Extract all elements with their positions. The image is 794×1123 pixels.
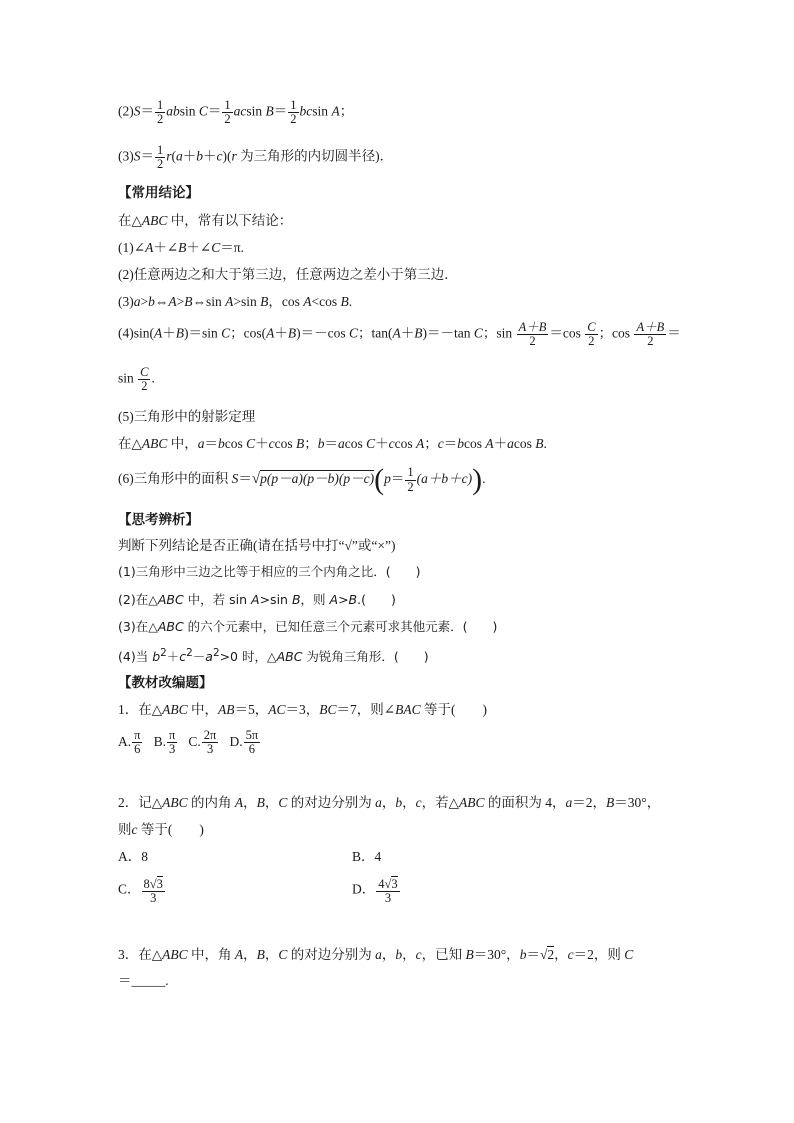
area-formula-2: (2)S＝ $\frac{1}{2}$ absin C＝ $\frac{1}{2}$ acsin B＝ $\frac{1}{2}$ bcsin A；	[118, 98, 354, 127]
think-item-4: (4)当 $b^2+c^2-a^2>0$ 时，△ABC 为锐角三角形．( )	[118, 647, 429, 665]
think-item-1: (1)三角形中三边之比等于相应的三个内角之比．( )	[118, 564, 421, 579]
option-a: A. $\frac{\pi}{6}$	[118, 728, 141, 757]
q2-option-a: A．8	[118, 849, 148, 864]
q2-option-b: B．4	[352, 849, 382, 864]
option-b: B. $\frac{\pi}{3}$	[153, 728, 176, 757]
conclusion-4-cont: sin $\frac{C}{2}$ .	[118, 365, 155, 394]
area-formula-3: (3)S＝ $\frac{1}{2}$ r(a＋b＋c)(r 为三角形的内切圆半径)．	[118, 143, 394, 172]
section-title-common: 【常用结论】	[118, 185, 199, 200]
q2-option-d: D． $\frac{4√3}{3}$	[352, 877, 398, 906]
projection-theorem: 在△ABC 中，a＝bcos C＋ccos B；b＝acos C＋ccos A；c＝bcos A＋acos B.	[118, 436, 547, 451]
question-2-cont: 则c 等于( )	[118, 822, 204, 837]
think-item-3: (3)在△ABC 的六个元素中，已知任意三个元素可求其他元素．( )	[118, 619, 498, 634]
heron-formula: (6)三角形中的面积 S＝√p(p－a)(p－b)(p－c)(p＝ $\frac{1}{2}$ (a＋b＋c)).	[118, 463, 486, 496]
think-item-2: (2)在△ABC 中，若 sin A>sin B，则 A>B.( )	[118, 592, 396, 607]
question-3: 3．在△ABC 中，角 A，B，C 的对边分别为 a，b，c，已知 B＝30°，b＝√2，c＝2，则 C	[118, 947, 634, 962]
section-title-textbook: 【教材改编题】	[118, 675, 213, 690]
conclusion-3: (3)a>b⇔A>B⇔sin A>sin B，cos A<cos B.	[118, 294, 353, 309]
section-title-think: 【思考辨析】	[118, 512, 199, 527]
question-1-options	[118, 729, 261, 756]
option-d: D. $\frac{5\pi}{6}$	[229, 728, 259, 757]
option-c: C. $\frac{2\pi}{3}$	[188, 728, 217, 757]
common-intro: 在△ABC 中，常有以下结论：	[118, 213, 293, 228]
conclusion-4: (4)sin(A＋B)＝sin C；cos(A＋B)＝－cos C；tan(A＋B)＝－tan C；sin $\frac{A+B}{2}$ ＝cos $\frac{C}{2}$ ；cos $\frac{A+B}{2}$ ＝	[118, 320, 681, 349]
think-intro: 判断下列结论是否正确(请在括号中打“√”或“×”)	[118, 538, 396, 553]
conclusion-5: (5)三角形中的射影定理	[118, 409, 256, 424]
question-1: 1．在△ABC 中，AB＝5，AC＝3，BC＝7，则∠BAC 等于( )	[118, 702, 487, 717]
conclusion-2: (2)任意两边之和大于第三边，任意两边之差小于第三边．	[118, 267, 458, 282]
q2-option-c: C． $\frac{8√3}{3}$	[118, 877, 163, 906]
question-2: 2．记△ABC 的内角 A，B，C 的对边分别为 a，b，c，若△ABC 的面积为 4，a＝2，B＝30°，	[118, 795, 661, 810]
conclusion-1: (1)∠A＋∠B＋∠C＝π.	[118, 240, 244, 255]
question-3-blank: ＝_____.	[118, 973, 169, 988]
